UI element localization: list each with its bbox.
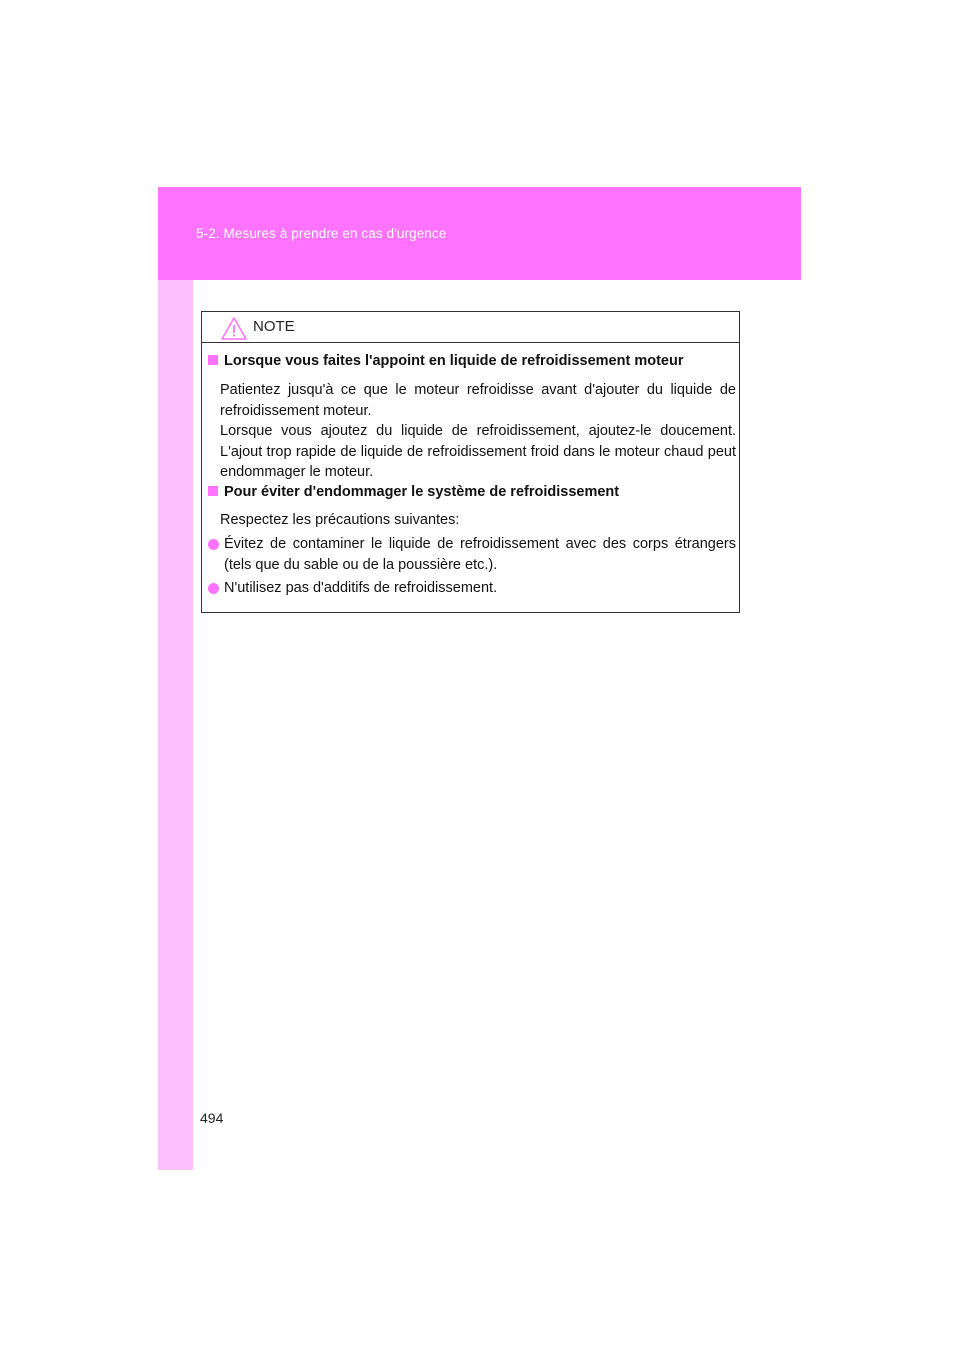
side-strip [158,280,193,1170]
round-bullet-icon [208,583,219,594]
page-number: 494 [200,1110,224,1126]
list-item [208,534,736,575]
section-header-band [158,187,801,280]
square-bullet-icon [208,486,218,496]
square-bullet-icon [208,355,218,365]
section-title: 5-2. Mesures à prendre en cas d'urgence [196,226,447,241]
note-box [201,311,740,613]
paragraph: Patientez jusqu'à ce que le moteur refroidisse avant d'ajouter du liquide de refroidissement moteur. [220,382,736,419]
section-title-text: Lorsque vous faites l'appoint en liquide de refroidissement moteur [224,353,684,369]
note-label: NOTE [253,318,295,335]
list-item [208,578,736,599]
note-section-title [208,353,683,369]
round-bullet-icon [208,539,219,550]
paragraph: Respectez les précautions suivantes: [220,512,460,528]
note-section-title [208,484,619,500]
list-item-text: N'utilisez pas d'additifs de refroidissement. [224,580,498,596]
section-title-text: Pour éviter d'endommager le système de refroidissement [224,484,620,500]
warning-triangle-icon [220,316,248,341]
paragraph: Lorsque vous ajoutez du liquide de refroidissement, ajoutez-le doucement. L'ajout trop rapide de liquide de refroidissement froid dans le moteur chaud peut endommager le moteur. [220,423,736,480]
note-header [202,312,739,343]
list-item-text: Évitez de contaminer le liquide de refroidissement avec des corps étrangers (tels que du sable ou de la poussière etc.). [224,536,736,573]
